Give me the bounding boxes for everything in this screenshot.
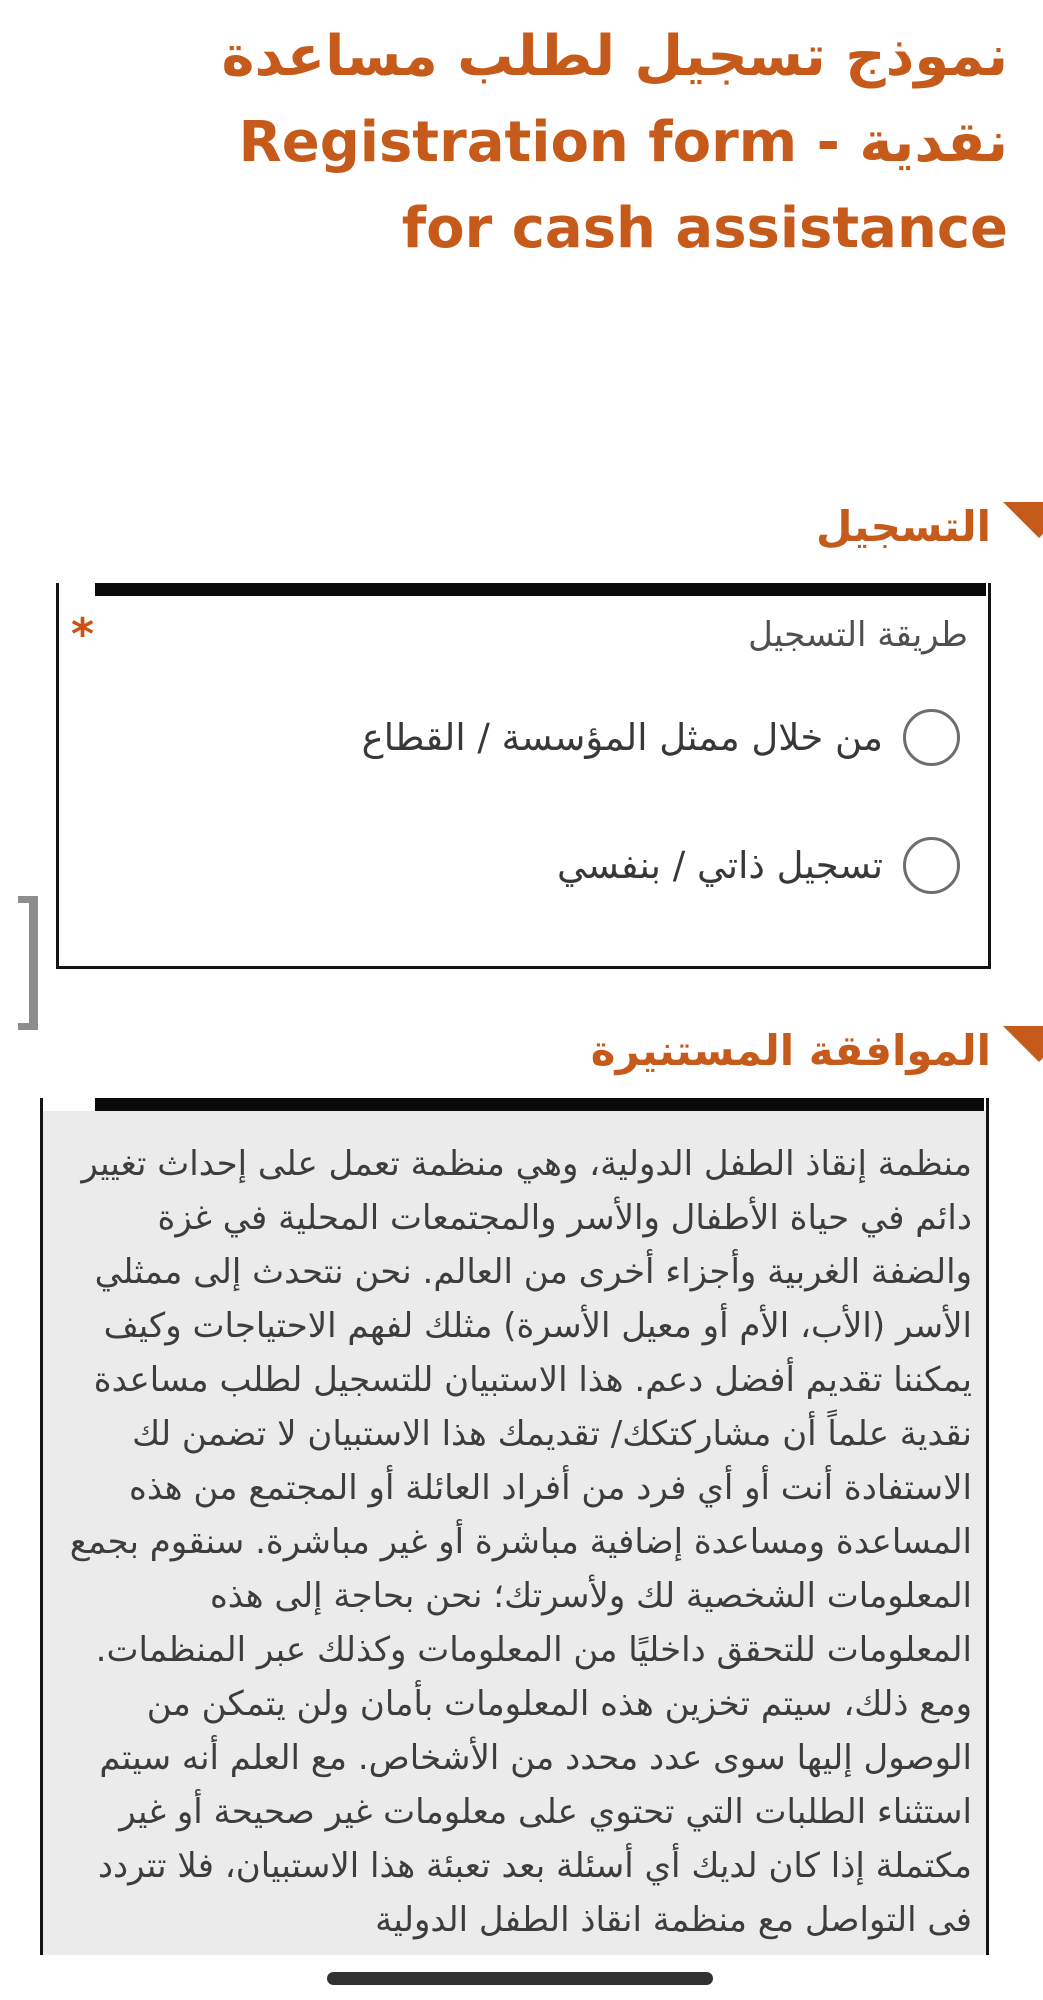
radio-option-through-representative[interactable] — [59, 703, 988, 771]
radio-option-self-registration[interactable] — [59, 831, 988, 899]
group-top-border — [95, 583, 986, 596]
radio-button-icon[interactable] — [903, 837, 960, 894]
horizontal-scrollbar-thumb[interactable] — [327, 1972, 713, 1985]
section-header-consent — [0, 1022, 1043, 1086]
radio-option-label[interactable]: تسجيل ذاتي / بنفسي — [556, 843, 883, 887]
section-collapse-triangle-icon[interactable] — [1003, 502, 1043, 538]
radio-option-label[interactable]: من خلال ممثل المؤسسة / القطاع — [361, 715, 883, 759]
required-asterisk: * — [71, 609, 95, 660]
radio-button-icon[interactable] — [903, 709, 960, 766]
question-label: طريقة التسجيل — [748, 615, 968, 655]
section-header-registration — [0, 498, 1043, 562]
consent-note-group — [40, 1098, 989, 1955]
clipped-group-border-bracket — [18, 896, 38, 1030]
section-collapse-triangle-icon[interactable] — [1003, 1026, 1043, 1062]
registration-question-group — [56, 583, 991, 969]
section-title-consent: الموافقة المستنيرة — [590, 1026, 991, 1075]
consent-note-text: منظمة إنقاذ الطفل الدولية، وهي منظمة تعمل على إحداث تغيير دائم في حياة الأطفال والأسر والمجتمعات المحلية في غزة والضفة الغربية وأجزاء أخرى من العالم. نحن نتحدث إلى ممثلي الأسر (الأب، الأم أو معيل الأسرة) مثلك لفهم الاحتياجات وكيف يمكننا تقديم أفضل دعم. هذا الاستبيان للتسجيل لطلب مساعدة نقدية علماً أن مشاركتكك/ تقديمك هذا الاستبيان لا تضمن لك الاستفادة أنت أو أي فرد من أفراد العائلة أو المجتمع من هذه المساعدة ومساعدة إضافية مباشرة أو غير مباشرة. سنقوم بجمع المعلومات الشخصية لك ولأسرتك؛ نحن بحاجة إلى هذه المعلومات للتحقق داخليًا من المعلومات وكذلك عبر المنظمات. ومع ذلك، سيتم تخزين هذه المعلومات بأمان ولن يتمكن من الوصول إليها سوى عدد محدد من الأشخاص. مع العلم أنه سيتم استثناء الطلبات التي تحتوي على معلومات غير صحيحة أو غير مكتملة إذا كان لديك أي أسئلة بعد تعبئة هذا الاستبيان، فلا تتردد فى التواصل مع منظمة انقاذ الطفل الدولية — [69, 1144, 972, 1940]
form-title-line-1: نموذج تسجيل لطلب مساعدة — [221, 24, 1008, 89]
section-title-registration: التسجيل — [816, 502, 991, 551]
form-title-line-2: نقدية - Registration form — [238, 110, 1008, 175]
form-title — [58, 14, 1008, 272]
group-top-border — [95, 1098, 984, 1111]
question-label-row — [59, 609, 988, 660]
form-title-line-3: for cash assistance — [401, 196, 1008, 261]
